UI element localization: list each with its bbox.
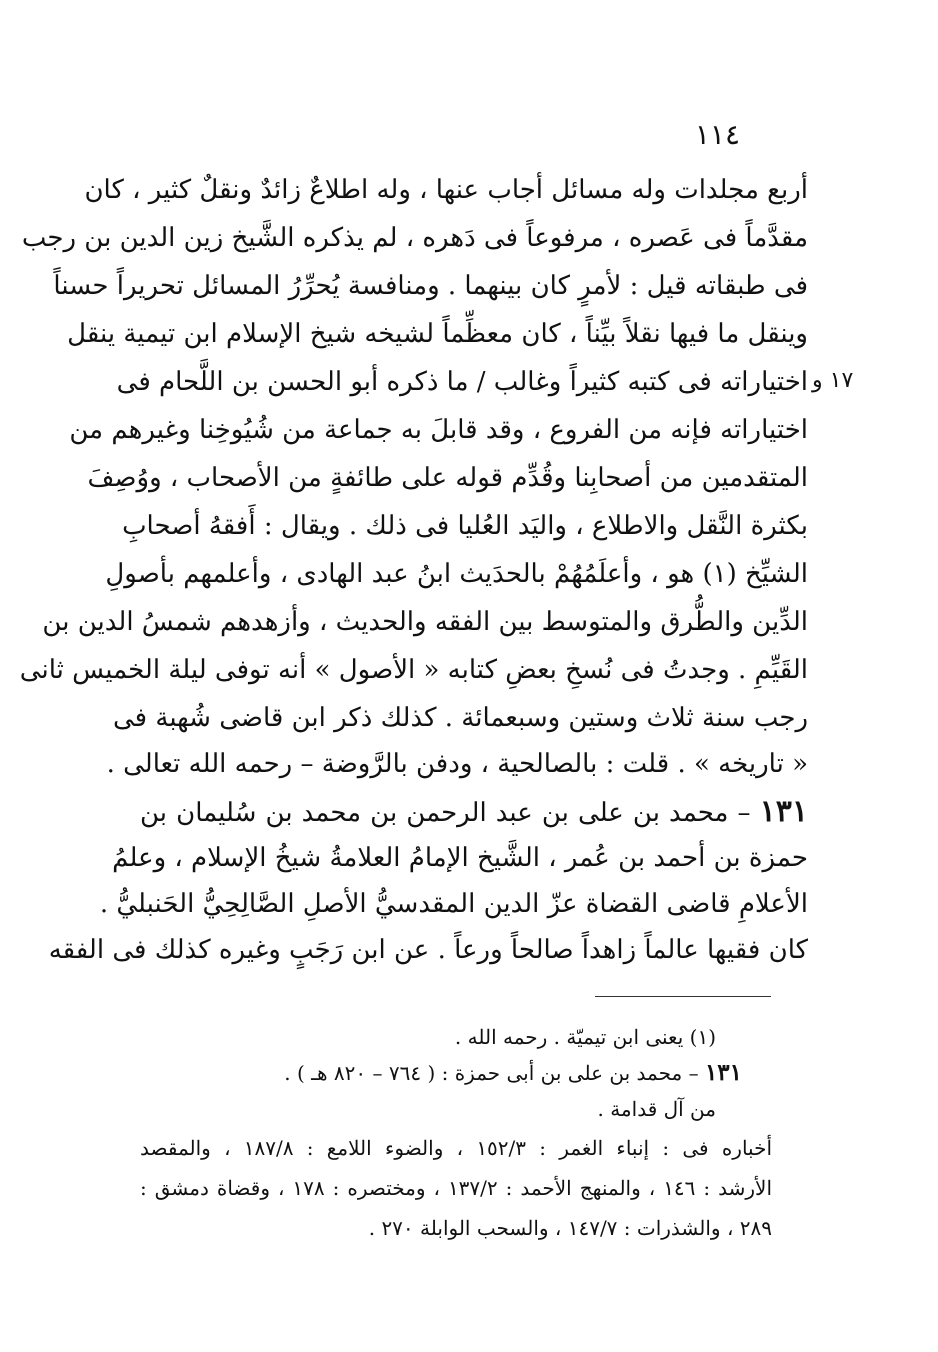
body-line: رجب سنة ثلاث وستين وسبعمائة . كذلك ذكر ابن قاضى شُهبة فى [113, 703, 808, 733]
entry-dash: – [737, 798, 751, 828]
body-line: بكثرة النَّقل والاطلاع ، واليَد العُليا فى ذلك . ويقال : أَفقهُ أصحابِ [122, 511, 808, 541]
entry-line: الأعلامِ قاضى القضاة عزّ الدين المقدسيُّ الأصلِ الصَّالِحِيُّ الحَنبليُّ . [99, 889, 808, 919]
manuscript-folio-marker: ١٧ و [812, 368, 854, 393]
entry-line: كان فقيها عالماً زاهداً صالحاً ورعاً . عن ابن رَجَبٍ وغيره كذلك فى الفقه [48, 935, 808, 965]
body-line: اختياراته فإنه من الفروع ، وقد قابلَ به جماعة من شُيُوخِنا وغيرهم من [69, 415, 808, 445]
body-line: أربع مجلدات وله مسائل أجاب عنها ، وله اطلاعٌ زائدٌ ونقلٌ كثير ، كان [84, 175, 808, 205]
footnote-family: من آل قدامة . [597, 1097, 716, 1121]
body-line: « تاريخه » . قلت : بالصالحية ، ودفن بالرَّوضة – رحمه الله تعالى . [106, 749, 808, 779]
footnote-separator [595, 996, 771, 997]
body-line: اختياراته فى كتبه كثيراً وغالب / ما ذكره أبو الحسن بن اللَّحام فى [116, 367, 808, 397]
entry-number: ١٣١ [759, 794, 808, 829]
entry-line: حمزة بن أحمد بن عُمر ، الشَّيخ الإمامُ العلامةُ شيخُ الإسلام ، وعلمُ [112, 843, 808, 873]
footnote-entry-text: – محمد بن على بن أبى حمزة : ( ٧٦٤ – ٨٢٠ هـ ) . [284, 1061, 699, 1085]
page-number: ١١٤ [694, 118, 740, 151]
footnote-sources-line: ٢٨٩ ، والشذرات : ١٤٧/٧ ، والسحب الوابلة ٢٧٠ . [368, 1216, 772, 1240]
body-line: الدِّين والطُّرق والمتوسط بين الفقه والحديث ، وأزهدهم شمسُ الدين بن [42, 607, 808, 637]
entry-first-line: محمد بن على بن عبد الرحمن بن محمد بن سُليمان بن [140, 798, 729, 828]
body-line: فى طبقاته قيل : لأمرٍ كان بينهما . ومنافسة يُحرِّرُ المسائل تحريراً حسناً [53, 271, 808, 301]
body-line: الشيِّخ (١) هو ، وأعلَمُهُمْ بالحدَيث ابنُ عبد الهادى ، وأعلمهم بأصولِ [105, 559, 808, 589]
body-line: مقدَّماً فى عَصره ، مرفوعاً فى دَهره ، لم يذكره الشَّيخ زين الدين بن رجب [21, 223, 808, 253]
footnote-sources-line: الأرشد : ١٤٦ ، والمنهج الأحمد : ١٣٧/٢ ، ومختصره : ١٧٨ ، وقضاة دمشق : [140, 1176, 772, 1200]
footnote-1: (١) يعنى ابن تيميّة . رحمه الله . [454, 1025, 716, 1049]
body-line: وينقل ما فيها نقلاً بيِّناً ، كان معظِّماً لشيخه شيخ الإسلام ابن تيمية ينقل [67, 319, 808, 349]
footnote-entry [284, 1058, 742, 1088]
footnote-entry-number: ١٣١ [704, 1059, 742, 1086]
body-line: المتقدمين من أصحابِنا وقُدِّم قوله على طائفةٍ من الأصحاب ، ووُصِفَ [87, 463, 808, 493]
body-line: القَيِّمِ . وجدتُ فى نُسخِ بعضِ كتابه « الأصول » أنه توفى ليلة الخميس ثانى [19, 655, 808, 685]
footnote-sources-line: أخباره فى : إنباء الغمر : ١٥٢/٣ ، والضوء اللامع : ١٨٧/٨ ، والمقصد [140, 1136, 773, 1160]
entry-heading-line [140, 792, 808, 833]
